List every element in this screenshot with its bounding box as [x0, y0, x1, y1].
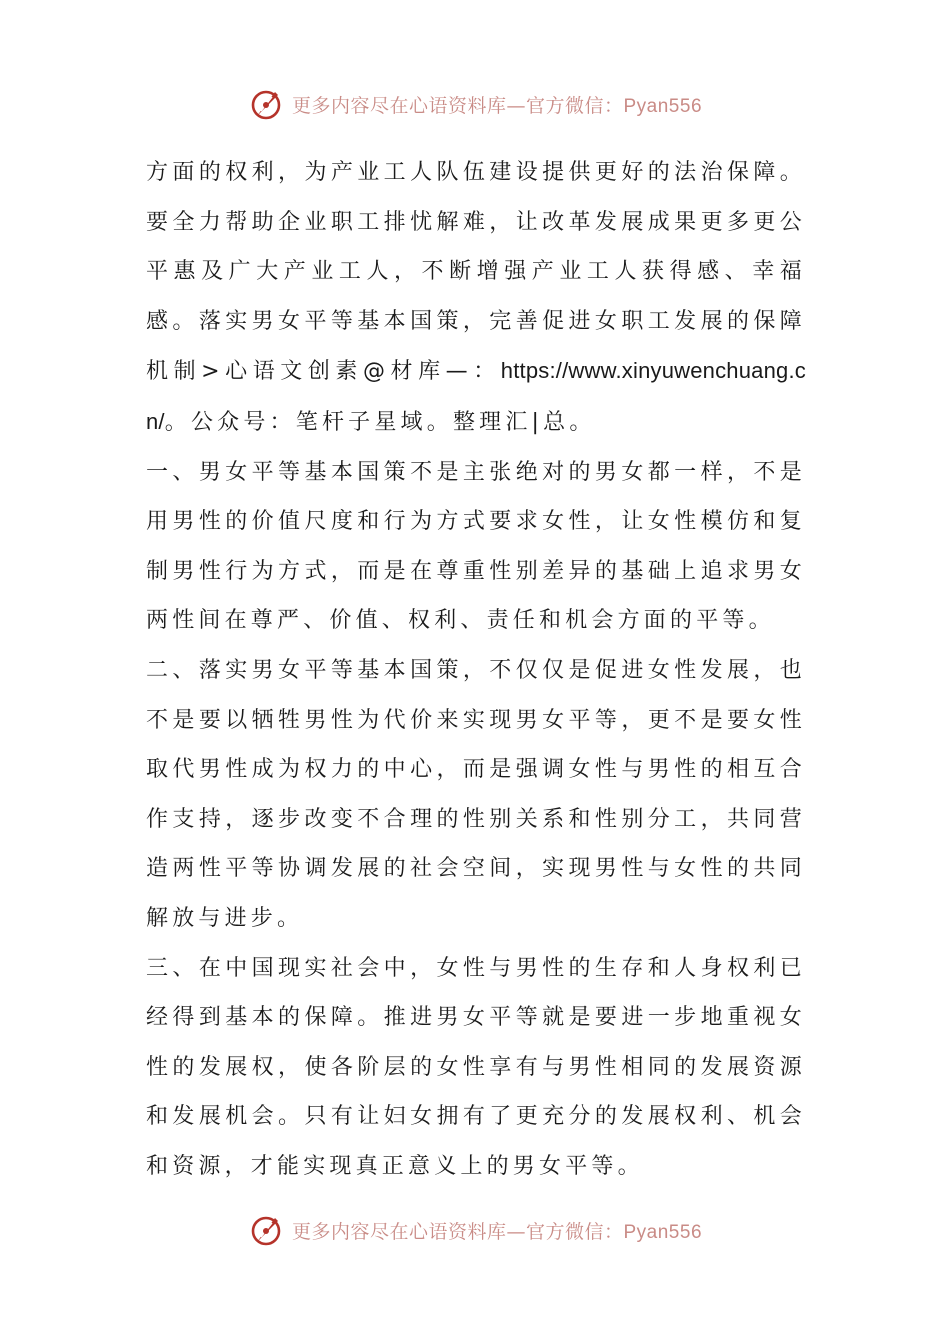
document-body — [146, 148, 806, 1191]
quill-pen-circle-icon — [248, 86, 284, 122]
wechat-id: Pyan556 — [623, 1221, 703, 1243]
source-url-link[interactable]: https://www.xinyuwenchuang.cn/ — [146, 358, 806, 434]
wechat-id: Pyan556 — [623, 95, 703, 117]
brand-text: 更多内容尽在心语资料库—官方微信： — [291, 94, 624, 117]
brand-text: 更多内容尽在心语资料库—官方微信： — [291, 1220, 624, 1243]
footer-banner — [0, 1210, 950, 1250]
paragraph-2: 一、男女平等基本国策不是主张绝对的男女都一样，不是用男性的价值尺度和行为方式要求女性，让女性模仿和复制男性行为方式，而是在尊重性别差异的基础上追求男女两性间在尊严、价值、权利、责任和机会方面的平等。 — [146, 459, 806, 634]
paragraph-1-text-b: 。公众号：笔杆子星域。整理汇|总。 — [164, 409, 596, 435]
paragraph-3: 二、落实男女平等基本国策，不仅仅是促进女性发展，也不是要以牺牲男性为代价来实现男女平等，更不是要女性取代男性成为权力的中心，而是强调女性与男性的相互合作支持，逐步改变不合理的性别关系和性别分工，共同营造两性平等协调发展的社会空间，实现男性与女性的共同解放与进步。 — [146, 657, 806, 931]
banner-brand-text — [292, 91, 702, 118]
quill-pen-circle-icon — [248, 1212, 284, 1248]
paragraph-4: 三、在中国现实社会中，女性与男性的生存和人身权利已经得到基本的保障。推进男女平等就是要进一步地重视女性的发展权，使各阶层的女性享有与男性相同的发展资源和发展机会。只有让妇女拥有了更充分的发展权利、机会和资源，才能实现真正意义上的男女平等。 — [146, 955, 806, 1179]
paragraph-1-text-a: 方面的权利，为产业工人队伍建设提供更好的法治保障。要全力帮助企业职工排忧解难，让改革发展成果更多更公平惠及广大产业工人，不断增强产业工人获得感、幸福感。落实男女平等基本国策，完善促进女职工发展的保障机制>心语文创素@材库—： — [146, 160, 806, 385]
paragraph-1 — [146, 148, 806, 448]
banner-brand-text — [292, 1217, 702, 1244]
header-banner — [0, 84, 950, 124]
